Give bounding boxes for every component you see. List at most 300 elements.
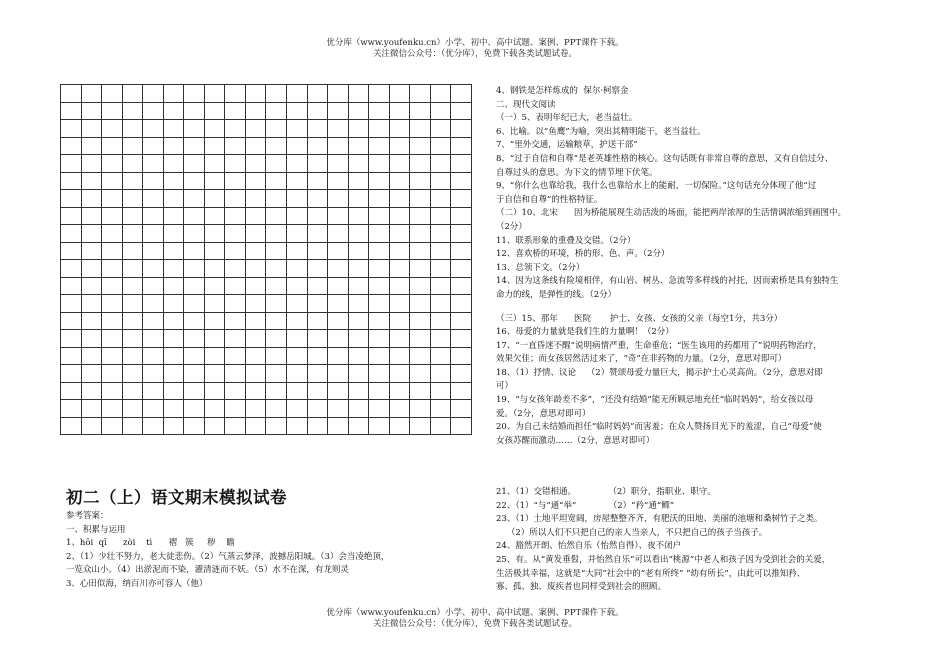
grid-cell xyxy=(102,418,123,436)
grid-cell xyxy=(225,225,246,243)
grid-cell xyxy=(184,295,205,313)
answer-line: 25、有。从“黄发垂髫，并怡然自乐”可以看出“桃源”中老人和孩子因为受到社会的关爱， xyxy=(496,554,831,565)
grid-cell xyxy=(266,278,287,296)
grid-cell xyxy=(246,225,267,243)
answer-line: 12、喜欢桥的环境，桥的形、色、声。（2分） xyxy=(496,249,670,260)
grid-cell xyxy=(369,190,390,208)
grid-cell xyxy=(410,330,431,348)
grid-cell xyxy=(410,243,431,261)
grid-cell xyxy=(328,260,349,278)
grid-cell xyxy=(123,383,144,401)
grid-cell xyxy=(205,260,226,278)
grid-cell xyxy=(369,365,390,383)
footer-banner xyxy=(0,608,950,630)
grid-cell xyxy=(390,173,411,191)
grid-cell xyxy=(143,155,164,173)
grid-cell xyxy=(349,208,370,226)
grid-cell xyxy=(205,190,226,208)
grid-cell xyxy=(184,120,205,138)
grid-cell xyxy=(431,313,452,331)
grid-cell xyxy=(246,383,267,401)
grid-cell xyxy=(123,85,144,103)
grid-cell xyxy=(61,85,82,103)
grid-cell xyxy=(184,138,205,156)
grid-cell xyxy=(451,173,472,191)
grid-cell xyxy=(287,418,308,436)
grid-cell xyxy=(225,418,246,436)
grid-cell xyxy=(369,173,390,191)
grid-cell xyxy=(246,243,267,261)
grid-cell xyxy=(61,190,82,208)
grid-cell xyxy=(225,260,246,278)
grid-cell xyxy=(308,418,329,436)
grid-cell xyxy=(349,103,370,121)
answer-line: 命力的线，是弹性的线。（2分） xyxy=(496,289,617,300)
grid-cell xyxy=(225,313,246,331)
answer-line: （三）15、那年 医院 护士、女孩、女孩的父亲（每空1分，共3分） xyxy=(496,313,783,324)
grid-cell xyxy=(369,208,390,226)
grid-cell xyxy=(164,85,185,103)
grid-cell xyxy=(246,138,267,156)
grid-cell xyxy=(390,278,411,296)
grid-cell xyxy=(205,85,226,103)
grid-cell xyxy=(308,173,329,191)
answer-line: 参考答案： xyxy=(66,511,109,521)
grid-cell xyxy=(225,243,246,261)
grid-cell xyxy=(164,330,185,348)
grid-cell xyxy=(123,295,144,313)
grid-cell xyxy=(184,348,205,366)
grid-cell xyxy=(82,190,103,208)
grid-cell xyxy=(61,155,82,173)
grid-cell xyxy=(349,383,370,401)
grid-cell xyxy=(61,173,82,191)
answer-line: 18、（1）抒情、议论 （2）赞颂母爱力量巨大，揭示护士心灵高尚。（2分，意思对即 xyxy=(496,367,823,378)
grid-cell xyxy=(61,260,82,278)
grid-cell xyxy=(82,155,103,173)
answer-line: 11、联系形象的重叠及交错。（2分） xyxy=(496,235,636,246)
grid-cell xyxy=(246,400,267,418)
grid-cell xyxy=(349,190,370,208)
answer-line: 寡、孤、独、废疾者也同样受到社会的照顾。 xyxy=(496,582,667,593)
composition-grid xyxy=(60,84,472,435)
grid-cell xyxy=(369,400,390,418)
grid-cell xyxy=(61,295,82,313)
grid-cell xyxy=(266,208,287,226)
grid-cell xyxy=(82,295,103,313)
header-line-2: 关注微信公众号：（优分库），免费下载各类试题试卷。 xyxy=(372,49,577,59)
grid-cell xyxy=(123,173,144,191)
grid-cell xyxy=(451,365,472,383)
grid-cell xyxy=(451,103,472,121)
answer-line: 二、现代文阅读 xyxy=(496,99,556,110)
grid-cell xyxy=(266,155,287,173)
grid-cell xyxy=(431,330,452,348)
grid-cell xyxy=(410,103,431,121)
grid-cell xyxy=(390,138,411,156)
grid-cell xyxy=(102,278,123,296)
grid-cell xyxy=(328,85,349,103)
grid-cell xyxy=(102,208,123,226)
grid-cell xyxy=(143,103,164,121)
grid-cell xyxy=(308,155,329,173)
grid-cell xyxy=(287,313,308,331)
grid-cell xyxy=(390,225,411,243)
grid-cell xyxy=(431,260,452,278)
grid-cell xyxy=(61,243,82,261)
grid-cell xyxy=(328,278,349,296)
grid-cell xyxy=(205,348,226,366)
grid-cell xyxy=(225,295,246,313)
grid-cell xyxy=(308,190,329,208)
grid-cell xyxy=(102,190,123,208)
grid-cell xyxy=(143,365,164,383)
grid-cell xyxy=(82,313,103,331)
grid-cell xyxy=(308,348,329,366)
grid-cell xyxy=(205,225,226,243)
grid-cell xyxy=(328,225,349,243)
grid-cell xyxy=(308,330,329,348)
grid-cell xyxy=(410,313,431,331)
header-line-1: 优分库（www.youfenku.cn）小学、初中、高中试题、案例、PPT课件下载。 xyxy=(326,38,624,48)
answer-line: 于自信和自尊”的性格特征。 xyxy=(496,194,603,205)
grid-cell xyxy=(102,225,123,243)
grid-cell xyxy=(431,103,452,121)
grid-cell xyxy=(308,365,329,383)
grid-cell xyxy=(308,243,329,261)
grid-cell xyxy=(451,295,472,313)
grid-cell xyxy=(82,85,103,103)
grid-cell xyxy=(431,85,452,103)
grid-cell xyxy=(102,260,123,278)
grid-cell xyxy=(349,313,370,331)
grid-cell xyxy=(102,155,123,173)
answer-line: 一览众山小。（4）出淤泥而不染，濯清涟而不妖。（5）水不在深，有龙则灵 xyxy=(66,565,349,576)
footer-line-2: 关注微信公众号：（优分库），免费下载各类试题试卷。 xyxy=(372,619,577,629)
grid-cell xyxy=(369,85,390,103)
grid-cell xyxy=(410,418,431,436)
grid-cell xyxy=(102,365,123,383)
header-banner xyxy=(0,38,950,60)
grid-cell xyxy=(164,400,185,418)
grid-cell xyxy=(287,400,308,418)
grid-cell xyxy=(164,260,185,278)
grid-cell xyxy=(246,85,267,103)
grid-cell xyxy=(246,120,267,138)
grid-cell xyxy=(369,243,390,261)
answer-line: 4、钢铁是怎样炼成的 保尔·柯察金 xyxy=(496,86,629,96)
grid-cell xyxy=(266,173,287,191)
grid-cell xyxy=(102,138,123,156)
grid-cell xyxy=(184,383,205,401)
answer-line: 20、为自己未结婚而担任“临时妈妈”而害羞；在众人赞扬目光下的羞涩，自己“母爱”使 xyxy=(496,422,822,433)
grid-cell xyxy=(143,85,164,103)
grid-cell xyxy=(287,278,308,296)
grid-cell xyxy=(123,348,144,366)
grid-cell xyxy=(328,400,349,418)
grid-cell xyxy=(82,138,103,156)
grid-cell xyxy=(164,190,185,208)
grid-cell xyxy=(451,278,472,296)
grid-cell xyxy=(410,120,431,138)
grid-cell xyxy=(184,103,205,121)
grid-cell xyxy=(82,208,103,226)
grid-cell xyxy=(328,418,349,436)
grid-cell xyxy=(451,138,472,156)
grid-cell xyxy=(369,295,390,313)
grid-cell xyxy=(82,173,103,191)
grid-cell xyxy=(61,278,82,296)
grid-cell xyxy=(143,120,164,138)
grid-cell xyxy=(349,400,370,418)
grid-cell xyxy=(308,295,329,313)
grid-cell xyxy=(328,365,349,383)
grid-cell xyxy=(431,155,452,173)
grid-cell xyxy=(164,225,185,243)
grid-cell xyxy=(225,400,246,418)
grid-cell xyxy=(328,138,349,156)
grid-cell xyxy=(143,348,164,366)
grid-cell xyxy=(349,155,370,173)
grid-cell xyxy=(205,313,226,331)
answer-line: 3、心田似海，纳百川亦可容人（他） xyxy=(66,578,208,589)
grid-cell xyxy=(246,260,267,278)
grid-cell xyxy=(205,103,226,121)
grid-cell xyxy=(205,173,226,191)
grid-cell xyxy=(143,190,164,208)
grid-cell xyxy=(266,400,287,418)
grid-cell xyxy=(431,348,452,366)
grid-cell xyxy=(143,138,164,156)
grid-cell xyxy=(390,208,411,226)
grid-cell xyxy=(225,155,246,173)
grid-cell xyxy=(410,85,431,103)
grid-cell xyxy=(349,365,370,383)
grid-cell xyxy=(102,400,123,418)
grid-cell xyxy=(246,348,267,366)
grid-cell xyxy=(287,330,308,348)
grid-cell xyxy=(349,330,370,348)
grid-cell xyxy=(184,190,205,208)
grid-cell xyxy=(410,278,431,296)
grid-cell xyxy=(184,173,205,191)
grid-cell xyxy=(225,138,246,156)
grid-cell xyxy=(390,383,411,401)
grid-cell xyxy=(164,278,185,296)
grid-cell xyxy=(225,103,246,121)
grid-cell xyxy=(369,348,390,366)
grid-cell xyxy=(287,155,308,173)
grid-cell xyxy=(123,138,144,156)
grid-cell xyxy=(123,120,144,138)
grid-cell xyxy=(123,208,144,226)
grid-cell xyxy=(61,208,82,226)
grid-cell xyxy=(164,208,185,226)
grid-cell xyxy=(410,348,431,366)
grid-cell xyxy=(102,295,123,313)
grid-cell xyxy=(431,365,452,383)
grid-cell xyxy=(225,173,246,191)
grid-cell xyxy=(451,313,472,331)
grid-cell xyxy=(246,313,267,331)
grid-cell xyxy=(287,260,308,278)
grid-cell xyxy=(287,225,308,243)
answer-line xyxy=(496,303,891,313)
answer-line: 24、豁然开朗、怡然自乐（怡然自得）、夜不闭户 xyxy=(496,541,682,552)
grid-cell xyxy=(287,383,308,401)
grid-cell xyxy=(431,190,452,208)
grid-cell xyxy=(225,120,246,138)
grid-cell xyxy=(205,330,226,348)
grid-cell xyxy=(328,120,349,138)
grid-cell xyxy=(451,243,472,261)
grid-cell xyxy=(349,418,370,436)
grid-cell xyxy=(410,365,431,383)
grid-cell xyxy=(123,190,144,208)
grid-cell xyxy=(205,418,226,436)
answer-line: 21、（1）交错相通。 （2）职分，指职业、职守。 xyxy=(496,487,716,497)
grid-cell xyxy=(410,173,431,191)
grid-cell xyxy=(369,155,390,173)
grid-cell xyxy=(349,138,370,156)
grid-cell xyxy=(143,400,164,418)
grid-cell xyxy=(82,278,103,296)
grid-cell xyxy=(102,330,123,348)
grid-cell xyxy=(246,418,267,436)
grid-cell xyxy=(349,295,370,313)
grid-cell xyxy=(410,190,431,208)
grid-cell xyxy=(349,173,370,191)
grid-cell xyxy=(451,208,472,226)
grid-cell xyxy=(246,155,267,173)
grid-cell xyxy=(308,260,329,278)
answer-line: 可） xyxy=(496,381,514,392)
grid-cell xyxy=(61,330,82,348)
grid-cell xyxy=(225,208,246,226)
grid-cell xyxy=(451,190,472,208)
grid-cell xyxy=(349,260,370,278)
grid-cell xyxy=(328,383,349,401)
grid-cell xyxy=(287,120,308,138)
grid-cell xyxy=(369,260,390,278)
grid-cell xyxy=(431,138,452,156)
grid-cell xyxy=(82,243,103,261)
grid-cell xyxy=(143,225,164,243)
answer-line: 22、（1）“与”通“举” （2）“矜”通“鳏” xyxy=(496,500,675,511)
grid-cell xyxy=(369,278,390,296)
grid-cell xyxy=(328,155,349,173)
footer-line-1: 优分库（www.youfenku.cn）小学、初中、高中试题、案例、PPT课件下载。 xyxy=(326,608,624,618)
grid-cell xyxy=(266,295,287,313)
grid-cell xyxy=(369,120,390,138)
answer-line: 效果欠佳；而女孩居然活过来了，“奇”在非药物的力量。（2分，意思对即可） xyxy=(496,354,787,365)
grid-cell xyxy=(287,208,308,226)
grid-cell xyxy=(143,418,164,436)
answer-column-left xyxy=(66,510,456,592)
grid-cell xyxy=(266,260,287,278)
grid-cell xyxy=(266,243,287,261)
page-title: 初二（上）语文期末模拟试卷 xyxy=(66,488,287,507)
grid-cell xyxy=(287,173,308,191)
grid-cell xyxy=(308,383,329,401)
grid-cell xyxy=(266,190,287,208)
grid-cell xyxy=(308,85,329,103)
answer-line: （一）5、表明年纪已大，老当益壮。 xyxy=(496,113,638,124)
grid-cell xyxy=(266,348,287,366)
grid-cell xyxy=(61,383,82,401)
grid-cell xyxy=(390,243,411,261)
grid-cell xyxy=(205,383,226,401)
grid-cell xyxy=(123,260,144,278)
grid-cell xyxy=(328,348,349,366)
grid-cell xyxy=(266,225,287,243)
grid-cell xyxy=(308,138,329,156)
grid-cell xyxy=(82,400,103,418)
grid-cell xyxy=(390,313,411,331)
grid-cell xyxy=(82,348,103,366)
grid-cell xyxy=(184,418,205,436)
grid-cell xyxy=(431,418,452,436)
grid-cell xyxy=(266,120,287,138)
answer-line: 女孩苏醒而激动……（2分，意思对即可） xyxy=(496,435,655,446)
grid-cell xyxy=(123,313,144,331)
grid-cell xyxy=(349,348,370,366)
grid-cell xyxy=(266,418,287,436)
grid-cell xyxy=(410,400,431,418)
grid-cell xyxy=(164,155,185,173)
grid-cell xyxy=(246,173,267,191)
answer-line: 1、hōi qī zòi tì 褶 簇 秽 瞻 xyxy=(66,538,235,549)
answer-line: 2、（1）少壮不努力，老大徒悲伤。（2）气蒸云梦泽，波撼岳阳城。（3）会当凌绝顶， xyxy=(66,551,390,562)
grid-cell xyxy=(451,330,472,348)
grid-cell xyxy=(123,400,144,418)
answer-line: 13、总领下文。（2分） xyxy=(496,262,585,273)
grid-cell xyxy=(451,120,472,138)
grid-cell xyxy=(266,383,287,401)
answer-line: 19、“与女孩年龄差不多”，“还没有结婚”能无所顾忌地充任“临时妈妈”，给女孩以母 xyxy=(496,395,814,406)
grid-cell xyxy=(184,330,205,348)
grid-cell xyxy=(143,313,164,331)
grid-cell xyxy=(390,295,411,313)
grid-cell xyxy=(61,400,82,418)
grid-cell xyxy=(123,365,144,383)
grid-cell xyxy=(205,365,226,383)
grid-cell xyxy=(102,173,123,191)
answer-line: 8、“过于自信和自尊”是老英雄性格的核心。这句话既有非常自尊的意思，又有自信过分、 xyxy=(496,153,834,164)
grid-cell xyxy=(390,330,411,348)
grid-cell xyxy=(287,348,308,366)
grid-cell xyxy=(143,383,164,401)
grid-cell xyxy=(246,190,267,208)
grid-cell xyxy=(143,208,164,226)
grid-cell xyxy=(184,278,205,296)
grid-cell xyxy=(184,400,205,418)
grid-cell xyxy=(308,208,329,226)
grid-cell xyxy=(123,103,144,121)
grid-cell xyxy=(369,313,390,331)
grid-cell xyxy=(164,243,185,261)
grid-cell xyxy=(431,120,452,138)
grid-cell xyxy=(287,365,308,383)
grid-cell xyxy=(164,348,185,366)
grid-cell xyxy=(349,243,370,261)
grid-cell xyxy=(164,295,185,313)
grid-cell xyxy=(431,400,452,418)
grid-cell xyxy=(205,400,226,418)
grid-cell xyxy=(102,383,123,401)
grid-cell xyxy=(369,383,390,401)
grid-cell xyxy=(205,155,226,173)
